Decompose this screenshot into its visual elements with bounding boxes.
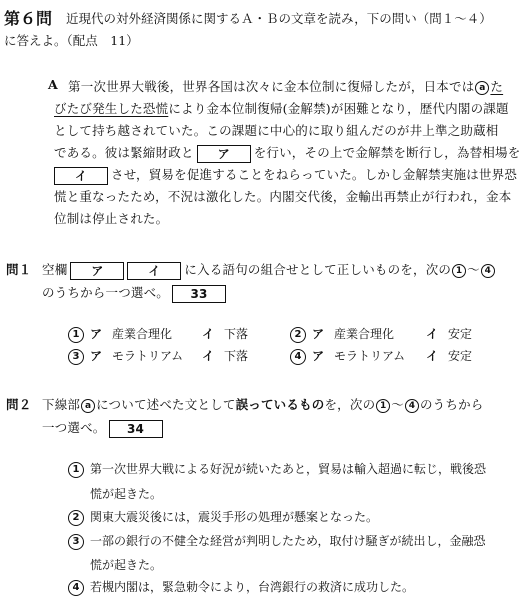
question-instructions-line1: 近現代の対外経済関係に関するＡ・Ｂの文章を読み，下の問い（問１～４） (66, 11, 492, 26)
q2-option-1-cont: 慌が起きた。 (90, 487, 163, 501)
emphasis-incorrect: 誤っているもの (235, 397, 325, 412)
q2-option-3-cont: 慌が起きた。 (90, 558, 163, 572)
q2-option-4[interactable]: 4 若槻内閣は，緊急勅令により，台湾銀行の救済に成功した。 (68, 578, 414, 596)
option-number-3: 3 (68, 534, 84, 550)
option-number-2: 2 (290, 327, 306, 343)
q1-line-2: のうちから一つ選べ。 33 (42, 283, 229, 303)
question-instructions-line2: に答えよ。（配点 11） (4, 33, 139, 48)
passage-line-6: 慌と重なったため，不況は激化した。内閣交代後，金輸出再禁止が行われ，金本 (54, 189, 512, 204)
circle-num-1: 1 (452, 264, 466, 278)
q1-option-1[interactable]: 1 ア 産業合理化 イ 下落 (68, 325, 248, 343)
option-number-2: 2 (68, 510, 84, 526)
underlined-phrase-start: た (490, 79, 504, 94)
option-number-1: 1 (68, 327, 84, 343)
q2-line-1: 下線部 a について述べた文として誤っているものを，次の 1 ～ 4 のうちから (42, 397, 484, 412)
circle-num-1: 1 (376, 399, 390, 413)
marker-a-circle-ref: a (81, 399, 95, 413)
q1-option-2[interactable]: 2 ア 産業合理化 イ 安定 (290, 325, 472, 343)
passage-line-7: 位制は停止された。 (54, 211, 169, 226)
passage-line-1: 第一次世界大戦後，世界各国は次々に金本位制に復帰したが，日本では a た (68, 79, 504, 94)
option-number-3: 3 (68, 349, 84, 365)
circle-num-4: 4 (481, 264, 495, 278)
q1-option-4[interactable]: 4 ア モラトリアム イ 安定 (290, 347, 472, 365)
passage-line-3: として持ち越されていた。この課題に中心的に取り組んだのが井上準之助蔵相 (54, 123, 499, 138)
answer-box-34[interactable]: 34 (109, 420, 163, 438)
passage-label: A (48, 77, 58, 92)
q2-option-2[interactable]: 2 関東大震災後には，震災手形の処理が懸案となった。 (68, 508, 378, 526)
q2-option-3[interactable]: 3 一部の銀行の不健全な経営が判明したため，取付け騒ぎが続出し，金融恐 (68, 532, 486, 550)
underlined-phrase: びたび発生した恐慌 (54, 101, 169, 116)
q2-line-2: 一つ選べ。 34 (42, 418, 166, 438)
blank-i-box: イ (54, 167, 108, 185)
passage-line-2: びたび発生した恐慌により金本位制復帰(金解禁)が困難となり，歴代内閣の課題 (54, 101, 509, 116)
question-title: 第６問 (4, 9, 53, 28)
q1-line-1: 空欄 ア イ に入る語句の組合せとして正しいものを，次の 1 ～ 4 (42, 260, 496, 280)
q2-label: 問２ (6, 397, 32, 412)
answer-box-33[interactable]: 33 (172, 285, 226, 303)
passage-line-5: イ させ，貿易を促進することをねらっていた。しかし金解禁実施は世界恐 (54, 165, 517, 185)
circle-num-4: 4 (405, 399, 419, 413)
marker-a-circle: a (475, 81, 489, 95)
option-number-4: 4 (68, 580, 84, 596)
option-number-1: 1 (68, 462, 84, 478)
q1-option-3[interactable]: 3 ア モラトリアム イ 下落 (68, 347, 248, 365)
q1-blank-i: イ (127, 262, 181, 280)
option-number-4: 4 (290, 349, 306, 365)
q1-label: 問１ (6, 262, 32, 277)
q1-blank-a: ア (70, 262, 124, 280)
passage-line-4: である。彼は緊縮財政と ア を行い，その上で金解禁を断行し，為替相場を (54, 145, 520, 161)
blank-a-box: ア (197, 145, 251, 163)
q2-option-1[interactable]: 1 第一次世界大戦による好況が続いたあと，貿易は輸入超過に転じ，戦後恐 (68, 460, 486, 478)
